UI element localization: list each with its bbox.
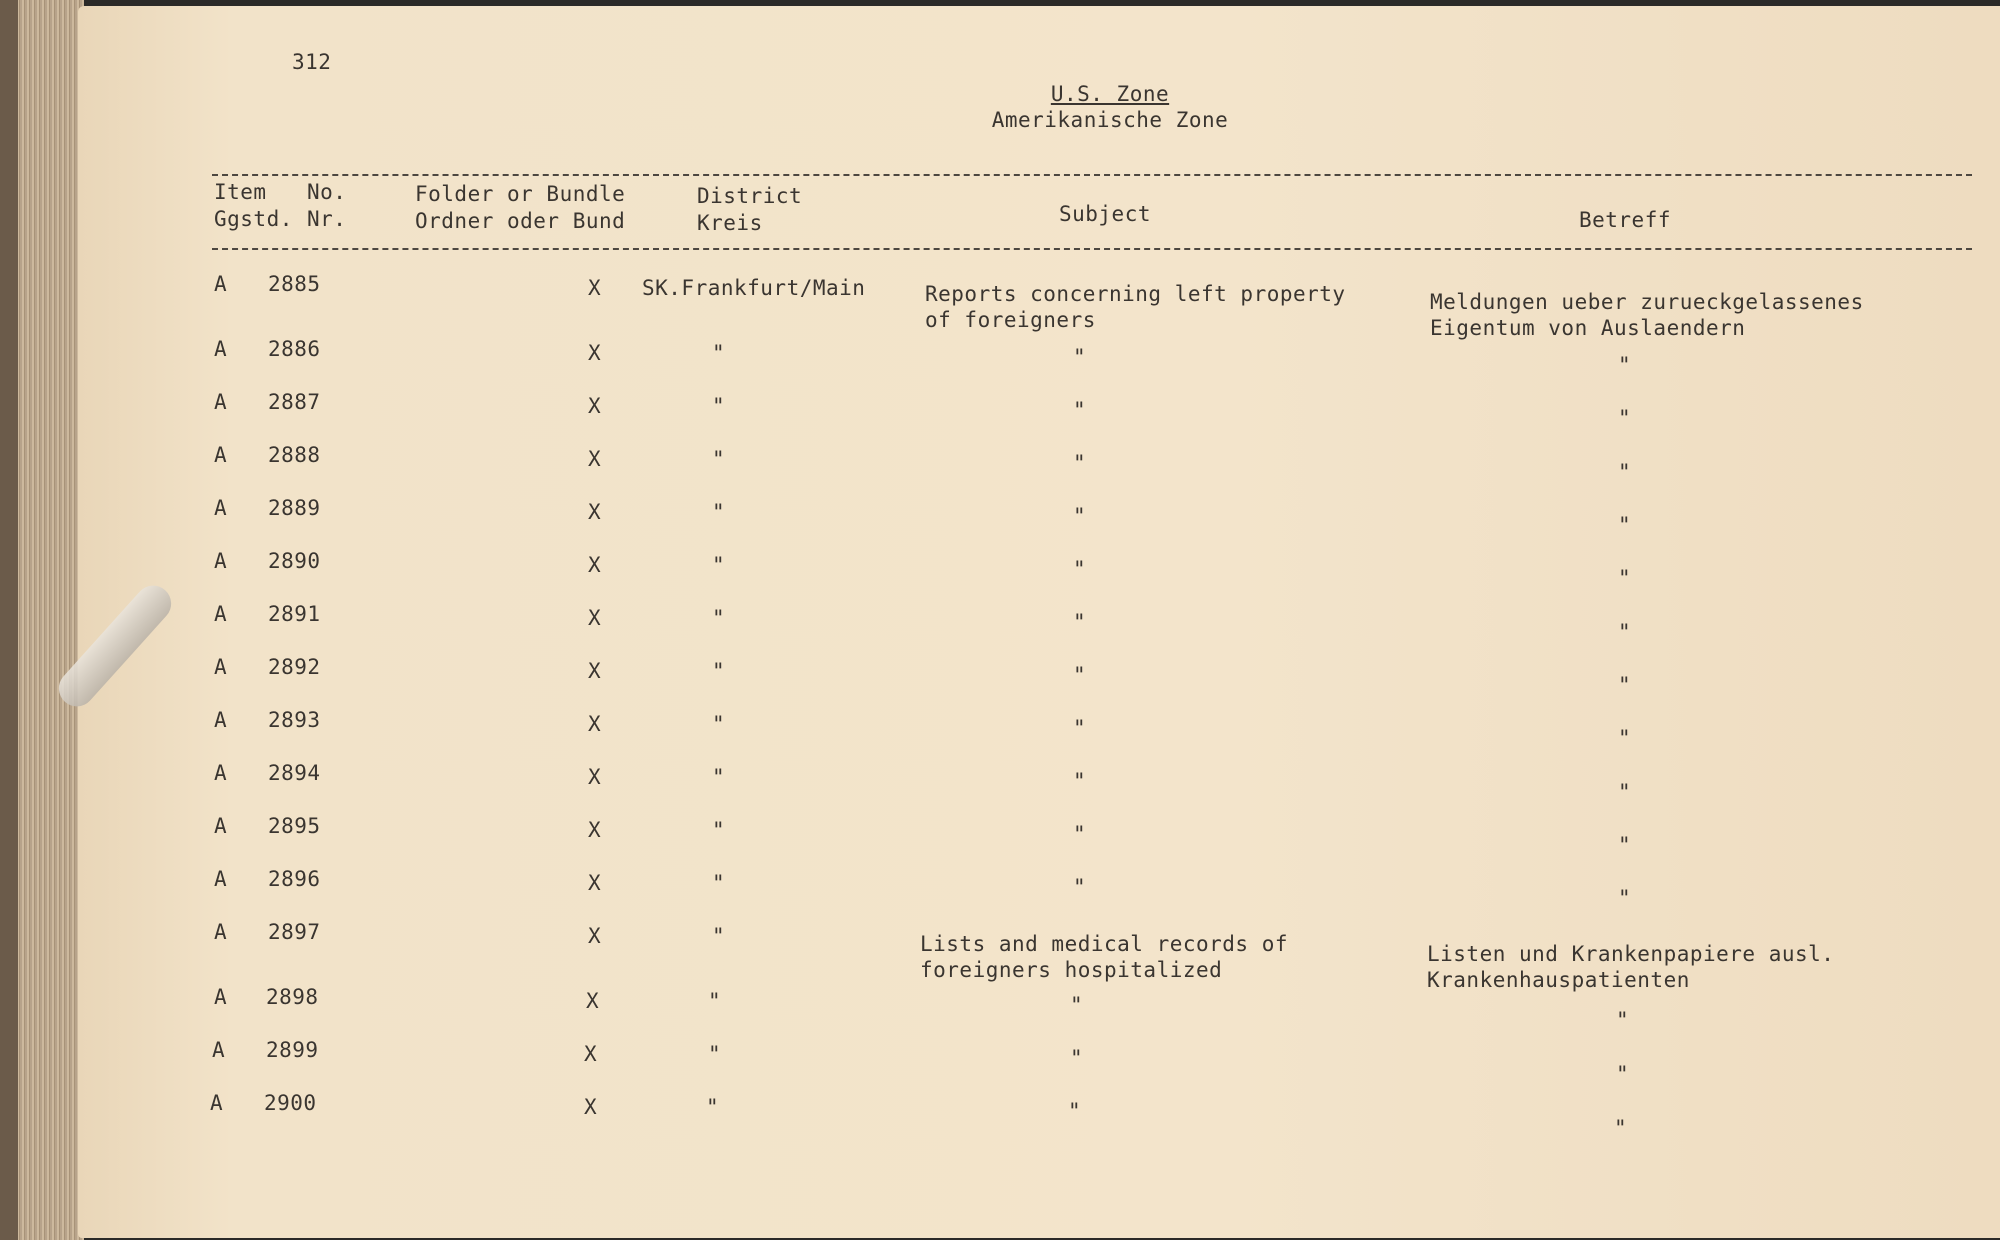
row-item: A bbox=[214, 761, 228, 785]
row-subject: Lists and medical records of bbox=[920, 932, 1289, 956]
row-folder: X bbox=[588, 765, 602, 789]
row-subject: " bbox=[1073, 504, 1087, 528]
page-subtitle: Amerikanische Zone bbox=[991, 108, 1229, 132]
row-number: 2898 bbox=[266, 985, 319, 1009]
row-folder: X bbox=[588, 394, 602, 418]
row-betreff: " bbox=[1616, 1008, 1630, 1032]
row-betreff: Meldungen ueber zurueckgelassenes bbox=[1430, 290, 1864, 314]
row-district: " bbox=[706, 1095, 720, 1119]
row-district: " bbox=[712, 659, 726, 683]
row-subject: " bbox=[1073, 610, 1087, 634]
row-subject: " bbox=[1073, 769, 1087, 793]
row-number: 2889 bbox=[268, 496, 321, 520]
row-subject: " bbox=[1070, 1046, 1084, 1070]
row-folder: X bbox=[586, 989, 600, 1013]
row-number: 2891 bbox=[268, 602, 321, 626]
row-subject: Reports concerning left property bbox=[925, 282, 1346, 306]
row-betreff: " bbox=[1618, 460, 1632, 484]
row-subject: " bbox=[1073, 345, 1087, 369]
row-number: 2885 bbox=[268, 272, 321, 296]
row-betreff: " bbox=[1618, 620, 1632, 644]
row-folder: X bbox=[588, 276, 602, 300]
row-folder: X bbox=[588, 712, 602, 736]
row-district: " bbox=[712, 765, 726, 789]
row-number: 2886 bbox=[268, 337, 321, 361]
page-title: U.S. Zone bbox=[1050, 82, 1170, 106]
row-item: A bbox=[214, 708, 228, 732]
row-number: 2887 bbox=[268, 390, 321, 414]
row-district: " bbox=[712, 871, 726, 895]
row-district: " bbox=[712, 818, 726, 842]
row-district: " bbox=[712, 712, 726, 736]
page-number: 312 bbox=[292, 50, 332, 74]
row-number: 2890 bbox=[268, 549, 321, 573]
row-subject: " bbox=[1073, 875, 1087, 899]
row-folder: X bbox=[584, 1095, 598, 1119]
col-subject-label: Subject bbox=[1058, 202, 1151, 226]
row-district: " bbox=[712, 447, 726, 471]
row-betreff: " bbox=[1618, 353, 1632, 377]
col-no-label-de: Nr. bbox=[307, 207, 347, 231]
row-betreff: Listen und Krankenpapiere ausl. bbox=[1427, 942, 1835, 966]
row-item: A bbox=[214, 390, 228, 414]
row-subject: of foreigners bbox=[925, 308, 1096, 332]
row-number: 2897 bbox=[268, 920, 321, 944]
row-folder: X bbox=[588, 500, 602, 524]
row-folder: X bbox=[584, 1042, 598, 1066]
row-betreff: " bbox=[1618, 513, 1632, 537]
header-rule-bottom bbox=[212, 248, 1972, 250]
row-number: 2895 bbox=[268, 814, 321, 838]
row-district: " bbox=[712, 394, 726, 418]
row-item: A bbox=[214, 655, 228, 679]
row-folder: X bbox=[588, 553, 602, 577]
row-betreff: " bbox=[1618, 780, 1632, 804]
row-district: " bbox=[708, 989, 722, 1013]
row-folder: X bbox=[588, 659, 602, 683]
col-folder-label-de: Ordner oder Bund bbox=[415, 209, 626, 233]
row-item: A bbox=[214, 337, 228, 361]
row-betreff: Krankenhauspatienten bbox=[1427, 968, 1690, 992]
row-district: " bbox=[712, 924, 726, 948]
row-subject: " bbox=[1073, 716, 1087, 740]
row-district: " bbox=[712, 553, 726, 577]
row-item: A bbox=[214, 496, 228, 520]
row-subject: " bbox=[1070, 993, 1084, 1017]
document-page bbox=[78, 6, 2000, 1238]
row-betreff: " bbox=[1618, 833, 1632, 857]
row-folder: X bbox=[588, 447, 602, 471]
row-number: 2896 bbox=[268, 867, 321, 891]
row-betreff: " bbox=[1618, 673, 1632, 697]
header-rule-top bbox=[212, 174, 1972, 176]
row-item: A bbox=[214, 549, 228, 573]
row-district: " bbox=[712, 341, 726, 365]
row-folder: X bbox=[588, 606, 602, 630]
row-district: " bbox=[708, 1042, 722, 1066]
row-folder: X bbox=[588, 341, 602, 365]
row-subject: " bbox=[1073, 822, 1087, 846]
row-betreff: " bbox=[1618, 406, 1632, 430]
row-betreff: " bbox=[1618, 726, 1632, 750]
row-item: A bbox=[214, 443, 228, 467]
row-district: SK.Frankfurt/Main bbox=[642, 276, 866, 300]
row-subject: " bbox=[1073, 557, 1087, 581]
row-number: 2892 bbox=[268, 655, 321, 679]
book-page-edges bbox=[0, 0, 84, 1240]
col-district-label: District bbox=[697, 184, 803, 208]
row-subject: " bbox=[1073, 451, 1087, 475]
row-item: A bbox=[214, 814, 228, 838]
row-betreff: " bbox=[1614, 1116, 1628, 1140]
row-folder: X bbox=[588, 924, 602, 948]
row-item: A bbox=[210, 1091, 224, 1115]
row-item: A bbox=[214, 920, 228, 944]
col-betreff-label: Betreff bbox=[1578, 208, 1671, 232]
col-no-label: No. bbox=[307, 180, 347, 204]
row-betreff: " bbox=[1618, 886, 1632, 910]
row-subject: " bbox=[1068, 1099, 1082, 1123]
row-district: " bbox=[712, 500, 726, 524]
row-number: 2888 bbox=[268, 443, 321, 467]
row-item: A bbox=[214, 272, 228, 296]
row-number: 2893 bbox=[268, 708, 321, 732]
row-item: A bbox=[212, 1038, 226, 1062]
row-number: 2894 bbox=[268, 761, 321, 785]
row-subject: " bbox=[1073, 663, 1087, 687]
col-item-label-de: Ggstd. bbox=[214, 207, 293, 231]
row-number: 2899 bbox=[266, 1038, 319, 1062]
row-item: A bbox=[214, 985, 228, 1009]
row-betreff: Eigentum von Auslaendern bbox=[1430, 316, 1746, 340]
row-subject: foreigners hospitalized bbox=[920, 958, 1223, 982]
row-number: 2900 bbox=[264, 1091, 317, 1115]
row-item: A bbox=[214, 867, 228, 891]
col-item-label: Item bbox=[214, 180, 267, 204]
row-betreff: " bbox=[1618, 566, 1632, 590]
row-district: " bbox=[712, 606, 726, 630]
col-folder-label: Folder or Bundle bbox=[415, 182, 626, 206]
row-betreff: " bbox=[1616, 1062, 1630, 1086]
row-item: A bbox=[214, 602, 228, 626]
row-subject: " bbox=[1073, 398, 1087, 422]
col-district-label-de: Kreis bbox=[697, 211, 763, 235]
row-folder: X bbox=[588, 871, 602, 895]
row-folder: X bbox=[588, 818, 602, 842]
